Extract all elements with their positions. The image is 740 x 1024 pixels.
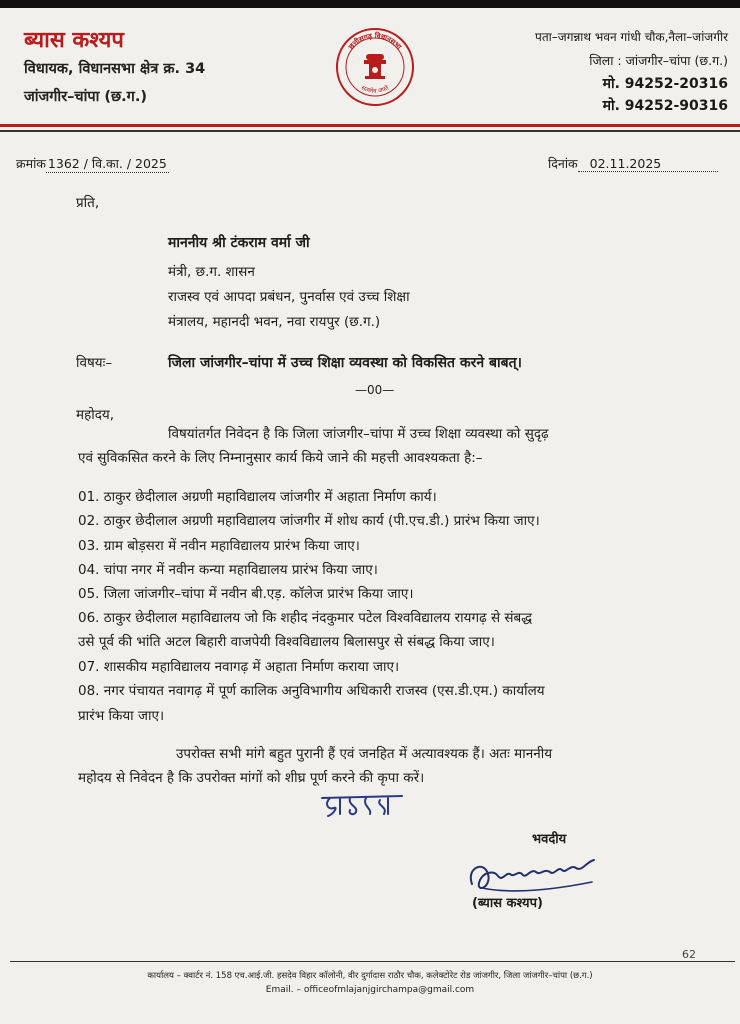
reference-number: 1362 / वि.का. / 2025 <box>47 156 167 171</box>
recipient-designation: मंत्री, छ.ग. शासन <box>168 264 255 280</box>
header-rule-dark <box>0 130 740 132</box>
list-item: 01. ठाकुर छेदीलाल अग्रणी महाविद्यालय जांजगीर में अहाता निर्माण कार्य। <box>78 489 437 505</box>
email-label: Email. – <box>265 985 301 995</box>
phone-2: मो. 94252-90316 <box>602 98 728 114</box>
closing-word: भवदीय <box>532 832 567 847</box>
list-item: 03. ग्राम बोड़सरा में नवीन महाविद्यालय प्रारंभ किया जाए। <box>78 538 360 554</box>
mla-name: ब्यास कश्यप <box>24 28 124 53</box>
office-address: पता–जगन्नाथ भवन गांधी चौक,नैला–जांजगीर <box>535 30 728 44</box>
list-item: 07. शासकीय महाविद्यालय नवागढ़ में अहाता निर्माण कराया जाए। <box>78 659 400 675</box>
reference-row <box>16 155 169 173</box>
subject-label: विषयः– <box>76 355 113 371</box>
footer-office-address: कार्यालय – क्वार्टर नं. 158 एच.आई.जी. हसदेव विहार कॉलोनी, वीर दुर्गादास राठौर चौक, कलेक्टोरेट रोड जांजगीर, जिला जांजगीर–चांपा (छ.ग.) <box>147 971 593 981</box>
list-item: 08. नगर पंचायत नवागढ़ में पूर्ण कालिक अनुविभागीय अधिकारी राजस्व (एस.डी.एम.) कार्यालय <box>78 683 545 699</box>
svg-text:सत्यमेव जयते: सत्यमेव जयते <box>360 84 390 95</box>
signatory-name: (ब्यास कश्यप) <box>472 896 543 911</box>
district-line: जिला : जांजगीर–चांपा (छ.ग.) <box>589 53 728 68</box>
handwritten-note-icon <box>318 788 406 822</box>
closing-line-2: महोदय से निवेदन है कि उपरोक्त मांगों को शीघ्र पूर्ण करने की कृपा करें। <box>78 770 425 786</box>
list-item: 05. जिला जांजगीर–चांपा में नवीन बी.एड़. कॉलेज प्रारंभ किया जाए। <box>78 586 414 602</box>
mla-post: विधायक, विधानसभा क्षेत्र क्र. 34 <box>24 61 206 77</box>
list-item-continuation: प्रारंभ किया जाए। <box>78 708 165 724</box>
recipient-department: राजस्व एवं आपदा प्रबंधन, पुनर्वास एवं उच्च शिक्षा <box>168 289 410 305</box>
recipient-office: मंत्रालय, महानदी भवन, नवा रायपुर (छ.ग.) <box>168 314 381 330</box>
list-item-continuation: उसे पूर्व की भांति अटल बिहारी वाजपेयी विश्वविद्यालय बिलासपुर से संबद्ध किया जाए। <box>78 634 495 650</box>
date-value: 02.11.2025 <box>578 156 718 172</box>
intro-line-1: विषयांतर्गत निवेदन है कि जिला जांजगीर–चांपा में उच्च शिक्षा व्यवस्था को सुदृढ़ <box>168 426 549 442</box>
mla-constituency: जांजगीर–चांपा (छ.ग.) <box>24 89 147 105</box>
footer-email-row <box>0 985 740 995</box>
header-rule-red <box>0 124 740 127</box>
top-border <box>0 0 740 8</box>
email-address[interactable]: officeofmlajanjgirchampa@gmail.com <box>303 985 475 995</box>
intro-line-2: एवं सुविकसित करने के लिए निम्नानुसार कार्य किये जाने की महत्ती आवश्यकता है:– <box>78 450 483 466</box>
salutation: महोदय, <box>76 407 115 423</box>
list-item: 02. ठाकुर छेदीलाल अग्रणी महाविद्यालय जांजगीर में शोध कार्य (पी.एच.डी.) प्रारंभ किया जाए। <box>78 513 540 529</box>
list-item: 06. ठाकुर छेदीलाल महाविद्यालय जो कि शहीद नंदकुमार पटेल विश्वविद्यालय रायगढ़ से संबद्ध <box>78 610 533 626</box>
svg-text:छत्तीसगढ़ विधानसभा: छत्तीसगढ़ विधानसभा <box>347 31 403 51</box>
recipient-name: माननीय श्री टंकराम वर्मा जी <box>168 235 310 251</box>
list-item: 04. चांपा नगर में नवीन कन्या महाविद्यालय प्रारंभ किया जाए। <box>78 562 378 578</box>
phone-1: मो. 94252-20316 <box>602 76 728 92</box>
subject-separator: —00— <box>355 383 395 397</box>
subject-text: जिला जांजगीर–चांपा में उच्च शिक्षा व्यवस्था को विकसित करने बाबत्। <box>168 355 522 371</box>
footer-rule <box>10 961 735 962</box>
assembly-seal-icon <box>334 26 416 108</box>
date-row <box>548 155 718 172</box>
page-number: 62 <box>682 948 696 961</box>
recipient-prefix: प्रति, <box>76 195 100 211</box>
closing-line-1: उपरोक्त सभी मांगे बहुत पुरानी हैं एवं जनहित में अत्यावश्यक हैं। अतः माननीय <box>176 746 553 762</box>
reference-label: क्रमांक <box>16 156 46 171</box>
date-label: दिनांक <box>548 156 578 171</box>
